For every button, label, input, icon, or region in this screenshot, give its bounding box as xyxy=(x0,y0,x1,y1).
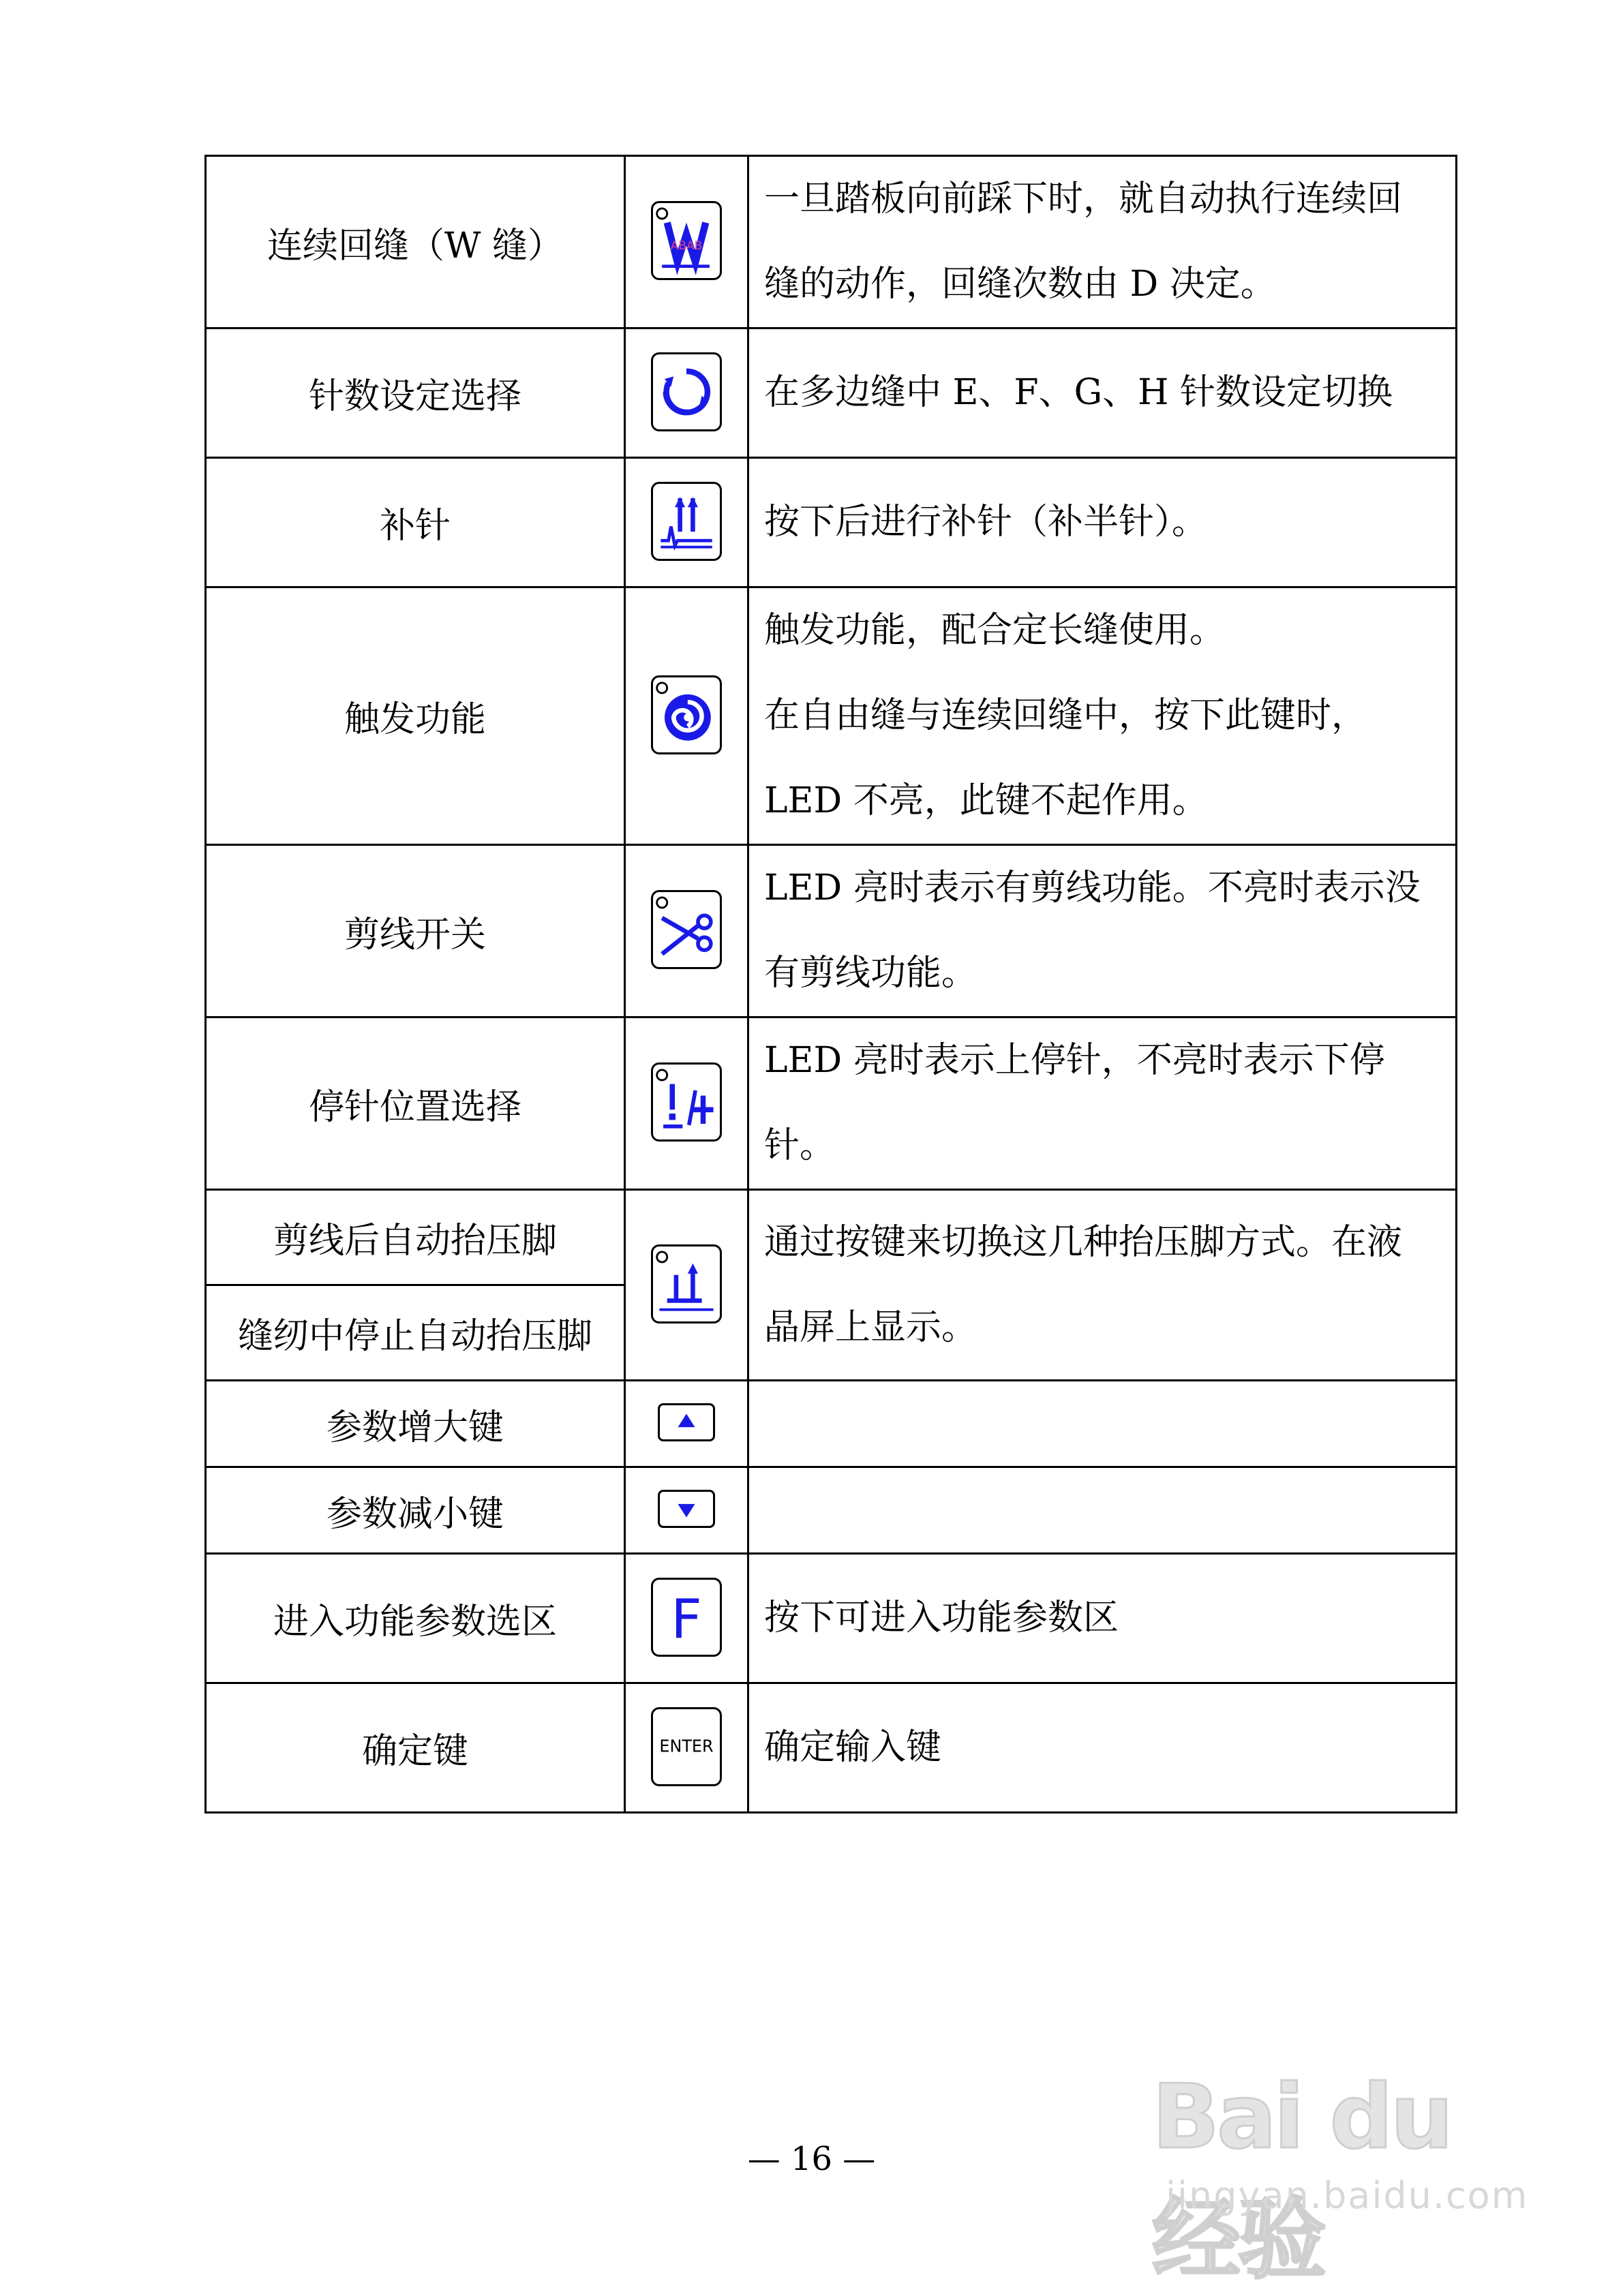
function-description: LED 不亮，此键不起作用。 xyxy=(764,780,1208,821)
table-row xyxy=(206,845,1457,1017)
svg-text:ABAB: ABAB xyxy=(670,239,703,253)
function-name: 剪线开关 xyxy=(206,845,625,1017)
presser-foot-icon xyxy=(651,1244,722,1323)
function-description: 有剪线功能。 xyxy=(764,953,977,994)
table-row xyxy=(206,328,1457,458)
function-description: LED 亮时表示有剪线功能。不亮时表示没 xyxy=(764,868,1421,908)
function-description: 一旦踏板向前踩下时，就自动执行连续回 xyxy=(764,179,1403,219)
table-row xyxy=(206,1554,1457,1683)
table-row xyxy=(206,458,1457,587)
table-row xyxy=(206,1190,1457,1285)
function-name: 参数减小键 xyxy=(206,1467,625,1554)
function-description: 触发功能，配合定长缝使用。 xyxy=(764,610,1226,651)
svg-text:ENTER: ENTER xyxy=(659,1736,714,1756)
function-name: 缝纫中停止自动抬压脚 xyxy=(206,1285,625,1381)
trigger-spiral-icon xyxy=(651,675,722,754)
function-name: 停针位置选择 xyxy=(206,1017,625,1190)
function-name: 连续回缝（W 缝） xyxy=(206,156,625,328)
function-description: 缝的动作，回缝次数由 D 决定。 xyxy=(764,264,1276,305)
w-stitch-icon xyxy=(651,201,722,280)
watermark-brand: Bai du 经验 xyxy=(1152,2065,1451,2291)
down-arrow-icon xyxy=(658,1490,715,1528)
watermark-url: jingyan.baidu.com xyxy=(1166,2174,1529,2217)
table-row xyxy=(206,1467,1457,1554)
table-row xyxy=(206,1381,1457,1467)
table-row xyxy=(206,156,1457,328)
function-description: 在多边缝中 E、F、G、H 针数设定切换 xyxy=(764,372,1393,413)
function-key-table xyxy=(204,155,1457,1813)
function-description: 晶屏上显示。 xyxy=(764,1306,977,1348)
enter-key-icon xyxy=(651,1707,722,1786)
function-description: 针。 xyxy=(764,1125,836,1166)
function-name: 进入功能参数选区 xyxy=(206,1554,625,1683)
function-description: 按下后进行补针（补半针）。 xyxy=(764,502,1208,542)
function-description: 在自由缝与连续回缝中，按下此键时， xyxy=(764,695,1367,736)
function-description: LED 亮时表示上停针，不亮时表示下停 xyxy=(764,1040,1385,1081)
function-name: 参数增大键 xyxy=(206,1381,625,1467)
scissors-icon xyxy=(651,890,722,969)
function-name: 剪线后自动抬压脚 xyxy=(206,1190,625,1285)
function-name: 确定键 xyxy=(206,1683,625,1813)
function-name: 触发功能 xyxy=(206,587,625,845)
up-arrow-icon xyxy=(658,1403,715,1441)
table-row xyxy=(206,1683,1457,1813)
svg-text:F: F xyxy=(671,1587,702,1651)
function-name: 针数设定选择 xyxy=(206,328,625,458)
function-description: 确定输入键 xyxy=(764,1727,942,1768)
function-description: 按下可进入功能参数区 xyxy=(764,1597,1119,1638)
page-number: — 16 — xyxy=(747,2140,876,2178)
table-row xyxy=(206,587,1457,845)
baidu-watermark xyxy=(1152,2051,1534,2291)
f-key-icon xyxy=(651,1578,722,1657)
circle-arrows-icon xyxy=(651,352,722,431)
function-name: 补针 xyxy=(206,458,625,587)
needle-compensation-icon xyxy=(651,482,722,561)
function-description: 通过按键来切换这几种抬压脚方式。在液 xyxy=(764,1221,1403,1263)
needle-position-icon xyxy=(651,1062,722,1142)
table-row xyxy=(206,1017,1457,1190)
